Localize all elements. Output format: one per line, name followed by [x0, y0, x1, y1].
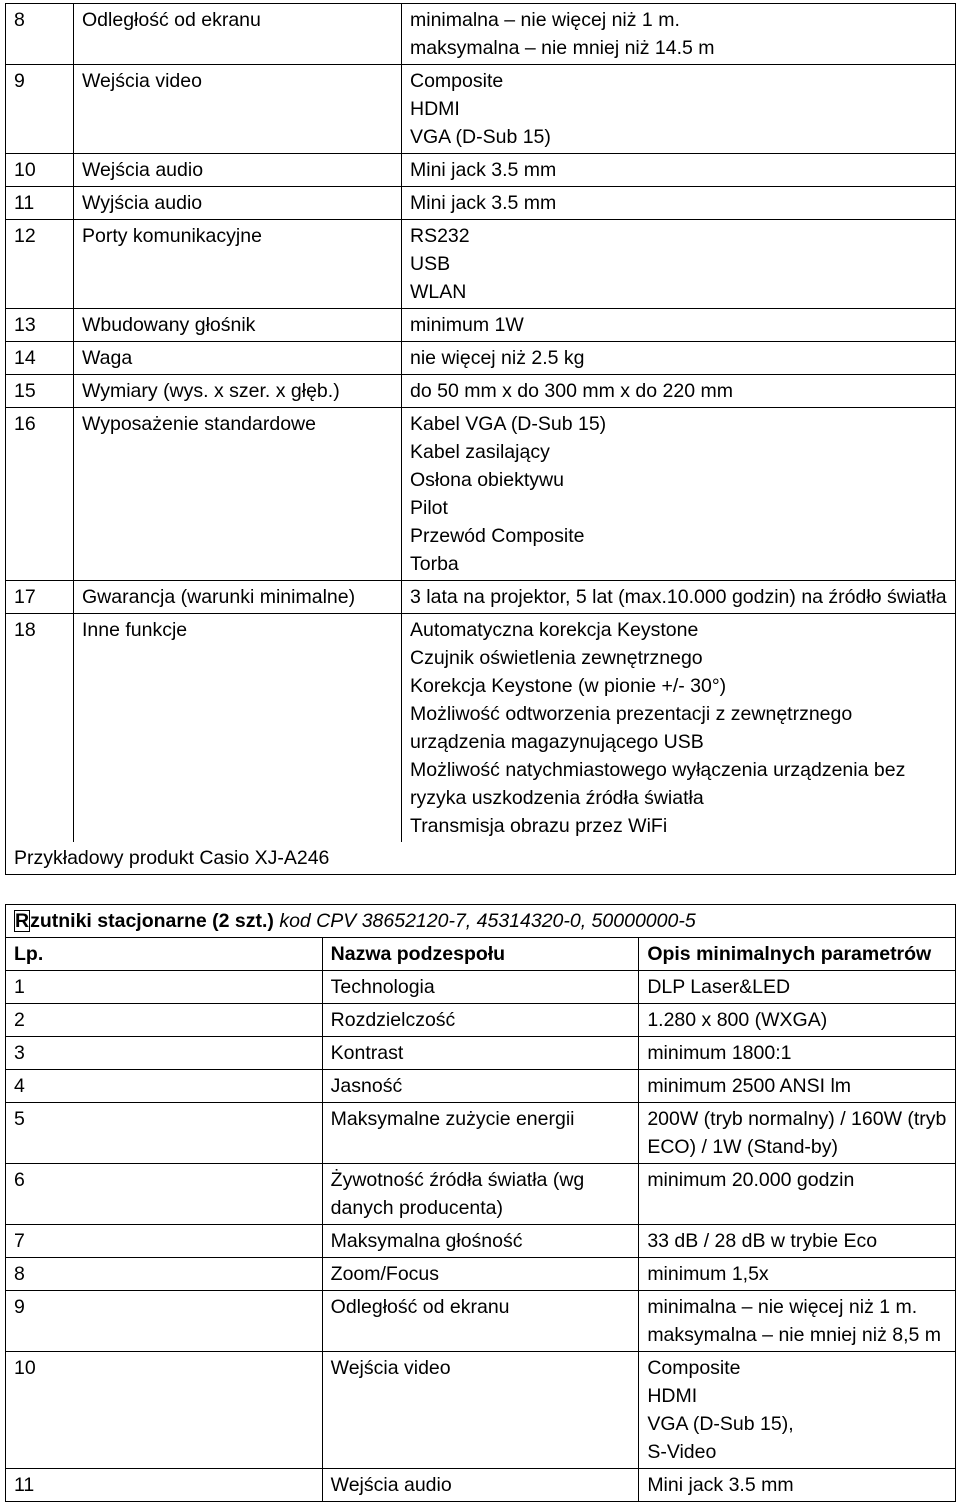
row-number: 6: [6, 1164, 323, 1225]
row-value: Mini jack 3.5 mm: [639, 1469, 956, 1502]
table-row: [6, 309, 956, 342]
row-number: 10: [6, 154, 74, 187]
section-title: [6, 905, 956, 938]
table-row: [6, 1070, 956, 1103]
row-value: 33 dB / 28 dB w trybie Eco: [639, 1225, 956, 1258]
row-name: Odległość od ekranu: [74, 4, 402, 65]
table-row: [6, 187, 956, 220]
row-number: 4: [6, 1070, 323, 1103]
row-number: 15: [6, 375, 74, 408]
table-row: [6, 1037, 956, 1070]
table-row: [6, 342, 956, 375]
row-name: Żywotność źródła światła (wg danych producenta): [322, 1164, 639, 1225]
row-number: 12: [6, 220, 74, 309]
table-row: [6, 581, 956, 614]
row-number: 7: [6, 1225, 323, 1258]
row-name: Maksymalne zużycie energii: [322, 1103, 639, 1164]
row-number: 17: [6, 581, 74, 614]
row-name: Waga: [74, 342, 402, 375]
row-value: RS232 USB WLAN: [402, 220, 956, 309]
row-value: 200W (tryb normalny) / 160W (tryb ECO) / 1W (Stand-by): [639, 1103, 956, 1164]
row-name: Wejścia video: [74, 65, 402, 154]
spec-table-1: [5, 3, 956, 875]
row-name: Zoom/Focus: [322, 1258, 639, 1291]
row-name: Jasność: [322, 1070, 639, 1103]
table-row: [6, 1225, 956, 1258]
table-row: [6, 1004, 956, 1037]
row-number: 16: [6, 408, 74, 581]
row-name: Inne funkcje: [74, 614, 402, 843]
row-value: minimalna – nie więcej niż 1 m. maksymalna – nie mniej niż 14.5 m: [402, 4, 956, 65]
table-row: [6, 1164, 956, 1225]
row-number: 9: [6, 65, 74, 154]
table-row: [6, 1258, 956, 1291]
header-lp: Lp.: [6, 938, 323, 971]
row-value: minimum 1W: [402, 309, 956, 342]
row-value: nie więcej niż 2.5 kg: [402, 342, 956, 375]
row-number: 13: [6, 309, 74, 342]
row-number: 2: [6, 1004, 323, 1037]
row-name: Odległość od ekranu: [322, 1291, 639, 1352]
row-number: 9: [6, 1291, 323, 1352]
table-row: [6, 375, 956, 408]
row-number: 8: [6, 1258, 323, 1291]
row-name: Wejścia video: [322, 1352, 639, 1469]
table-row: [6, 154, 956, 187]
row-value: do 50 mm x do 300 mm x do 220 mm: [402, 375, 956, 408]
row-name: Wejścia audio: [74, 154, 402, 187]
row-value: minimum 20.000 godzin: [639, 1164, 956, 1225]
spec-table-2: [5, 904, 956, 1502]
row-value: minimum 1,5x: [639, 1258, 956, 1291]
spec-table-2-body: [6, 905, 956, 1502]
table-row: [6, 65, 956, 154]
header-value: Opis minimalnych parametrów: [639, 938, 956, 971]
table-row: [6, 4, 956, 65]
row-value: 1.280 x 800 (WXGA): [639, 1004, 956, 1037]
row-name: Maksymalna głośność: [322, 1225, 639, 1258]
row-value: Kabel VGA (D-Sub 15) Kabel zasilający Osłona obiektywu Pilot Przewód Composite Torba: [402, 408, 956, 581]
text-cursor-box: R: [15, 910, 30, 932]
example-product-row: [6, 842, 956, 875]
row-value: minimum 2500 ANSI lm: [639, 1070, 956, 1103]
table-row: [6, 1291, 956, 1352]
header-name: Nazwa podzespołu: [322, 938, 639, 971]
row-number: 3: [6, 1037, 323, 1070]
table-row: [6, 614, 956, 843]
row-number: 11: [6, 1469, 323, 1502]
table-row: [6, 971, 956, 1004]
row-name: Wymiary (wys. x szer. x głęb.): [74, 375, 402, 408]
row-name: Rozdzielczość: [322, 1004, 639, 1037]
row-value: 3 lata na projektor, 5 lat (max.10.000 godzin) na źródło światła: [402, 581, 956, 614]
row-value: Composite HDMI VGA (D-Sub 15): [402, 65, 956, 154]
table-row: [6, 220, 956, 309]
section-title-cpv: kod CPV 38652120-7, 45314320-0, 50000000-5: [273, 910, 696, 932]
row-name: Kontrast: [322, 1037, 639, 1070]
section-title-row: [6, 905, 956, 938]
row-value: minimum 1800:1: [639, 1037, 956, 1070]
row-name: Wyposażenie standardowe: [74, 408, 402, 581]
table-row: [6, 1103, 956, 1164]
row-number: 10: [6, 1352, 323, 1469]
table-row: [6, 1352, 956, 1469]
row-number: 18: [6, 614, 74, 843]
row-name: Technologia: [322, 971, 639, 1004]
row-value: Composite HDMI VGA (D-Sub 15), S-Video: [639, 1352, 956, 1469]
row-number: 8: [6, 4, 74, 65]
row-name: Wyjścia audio: [74, 187, 402, 220]
row-value: DLP Laser&LED: [639, 971, 956, 1004]
row-value: Mini jack 3.5 mm: [402, 187, 956, 220]
spec-table-1-body: [6, 4, 956, 875]
row-name: Wbudowany głośnik: [74, 309, 402, 342]
row-number: 1: [6, 971, 323, 1004]
header-row: [6, 938, 956, 971]
row-number: 5: [6, 1103, 323, 1164]
example-product: Przykładowy produkt Casio XJ-A246: [6, 842, 956, 875]
table-row: [6, 408, 956, 581]
row-value: minimalna – nie więcej niż 1 m. maksymalna – nie mniej niż 8,5 m: [639, 1291, 956, 1352]
row-value: Mini jack 3.5 mm: [402, 154, 956, 187]
row-number: 14: [6, 342, 74, 375]
section-title-bold: zutniki stacjonarne (2 szt.): [30, 910, 274, 932]
row-name: Porty komunikacyjne: [74, 220, 402, 309]
row-number: 11: [6, 187, 74, 220]
row-name: Gwarancja (warunki minimalne): [74, 581, 402, 614]
row-name: Wejścia audio: [322, 1469, 639, 1502]
table-row: [6, 1469, 956, 1502]
row-value: Automatyczna korekcja Keystone Czujnik oświetlenia zewnętrznego Korekcja Keystone (w pionie +/- 30°) Możliwość odtworzenia prezentacji z zewnętrznego urządzenia magazynującego USB Możliwość natychmiastowego wyłączenia urządzenia bez ryzyka uszkodzenia źródła światła Transmisja obrazu przez WiFi: [402, 614, 956, 843]
